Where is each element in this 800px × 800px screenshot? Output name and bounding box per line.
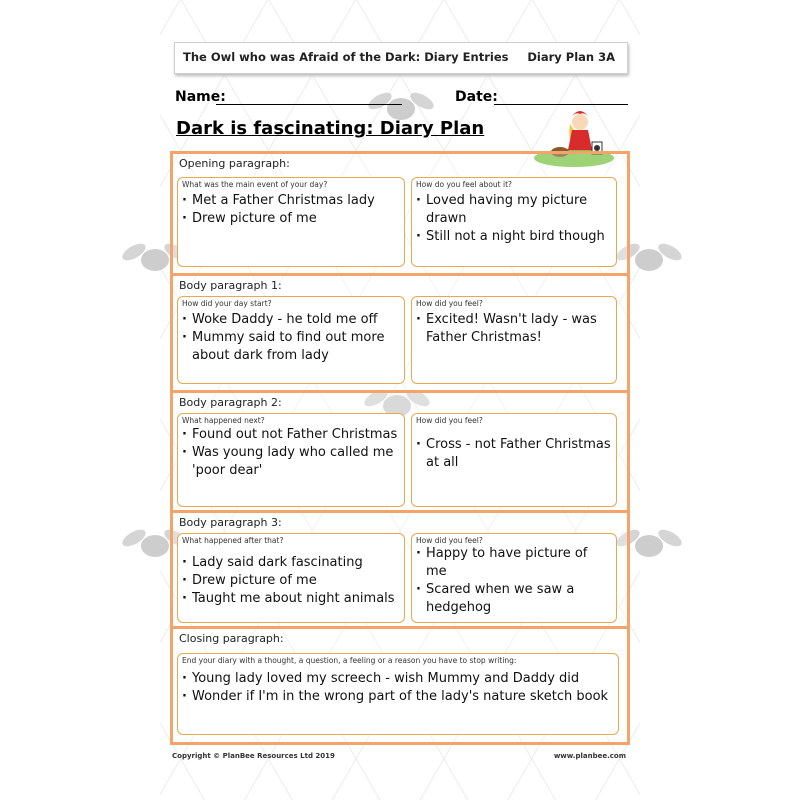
box-question: How did your day start? — [182, 299, 272, 308]
closing-box[interactable] — [177, 653, 619, 735]
box-question: How did you feel? — [416, 416, 483, 425]
name-line[interactable] — [216, 104, 402, 105]
worksheet-header — [174, 42, 628, 74]
feeling-box[interactable] — [411, 413, 617, 507]
list-item: · Loved having my picture drawn — [416, 192, 612, 228]
list-item: · Scared when we saw a hedgehog — [416, 581, 612, 617]
list-item: · Wonder if I'm in the wrong part of the lady's nature sketch book — [182, 688, 614, 706]
date-label: Date: — [455, 89, 498, 105]
copyright-notice: Copyright © PlanBee Resources Ltd 2019 — [172, 752, 335, 760]
box-question: How do you feel about it? — [416, 180, 513, 189]
website-link[interactable]: www.planbee.com — [553, 752, 626, 760]
section-label: Body paragraph 2: — [179, 396, 282, 409]
section-body-3 — [173, 510, 627, 625]
list-item: · Cross - not Father Christmas at all — [416, 436, 612, 472]
list-item: · Drew picture of me — [182, 572, 400, 590]
section-label: Closing paragraph: — [179, 632, 284, 645]
feeling-box[interactable] — [411, 177, 617, 267]
date-line[interactable] — [494, 104, 628, 105]
name-label: Name: — [175, 89, 226, 105]
section-closing — [173, 626, 627, 739]
next-event-box[interactable] — [177, 413, 405, 507]
after-event-box[interactable] — [177, 533, 405, 623]
list-item: · Happy to have picture of me — [416, 545, 612, 581]
section-body-2 — [173, 390, 627, 511]
section-label: Opening paragraph: — [179, 157, 290, 170]
worksheet-title: The Owl who was Afraid of the Dark: Diary Entries — [183, 50, 509, 64]
feeling-box[interactable] — [411, 296, 617, 384]
list-item: · Was young lady who called me 'poor dear' — [182, 444, 400, 480]
section-label: Body paragraph 1: — [179, 279, 282, 292]
plan-code: Diary Plan 3A — [527, 50, 615, 64]
list-item: · Excited! Wasn't lady - was Father Christmas! — [416, 311, 612, 347]
main-event-box[interactable] — [177, 177, 405, 267]
list-item: · Mummy said to find out more about dark from lady — [182, 329, 400, 365]
list-item: · Woke Daddy - he told me off — [182, 311, 400, 329]
box-question: What happened next? — [182, 416, 265, 425]
list-item: · Still not a night bird though — [416, 228, 612, 246]
page-title: Dark is fascinating: Diary Plan — [176, 118, 485, 139]
section-label: Body paragraph 3: — [179, 516, 282, 529]
day-start-box[interactable] — [177, 296, 405, 384]
feeling-box[interactable] — [411, 533, 617, 623]
list-item: · Drew picture of me — [182, 210, 400, 228]
box-question: How did you feel? — [416, 299, 483, 308]
list-item: · Met a Father Christmas lady — [182, 192, 400, 210]
box-question: How did you feel? — [416, 536, 483, 545]
box-question: What happened after that? — [182, 536, 284, 545]
box-question: End your diary with a thought, a question, a feeling or a reason you have to stop writing: — [182, 656, 517, 665]
section-opening — [173, 154, 627, 270]
list-item: · Young lady loved my screech - wish Mummy and Daddy did — [182, 670, 614, 688]
box-question: What was the main event of your day? — [182, 180, 328, 189]
list-item: · Taught me about night animals — [182, 590, 400, 608]
section-body-1 — [173, 273, 627, 388]
list-item: · Lady said dark fascinating — [182, 554, 400, 572]
list-item: · Found out not Father Christmas — [182, 426, 400, 444]
